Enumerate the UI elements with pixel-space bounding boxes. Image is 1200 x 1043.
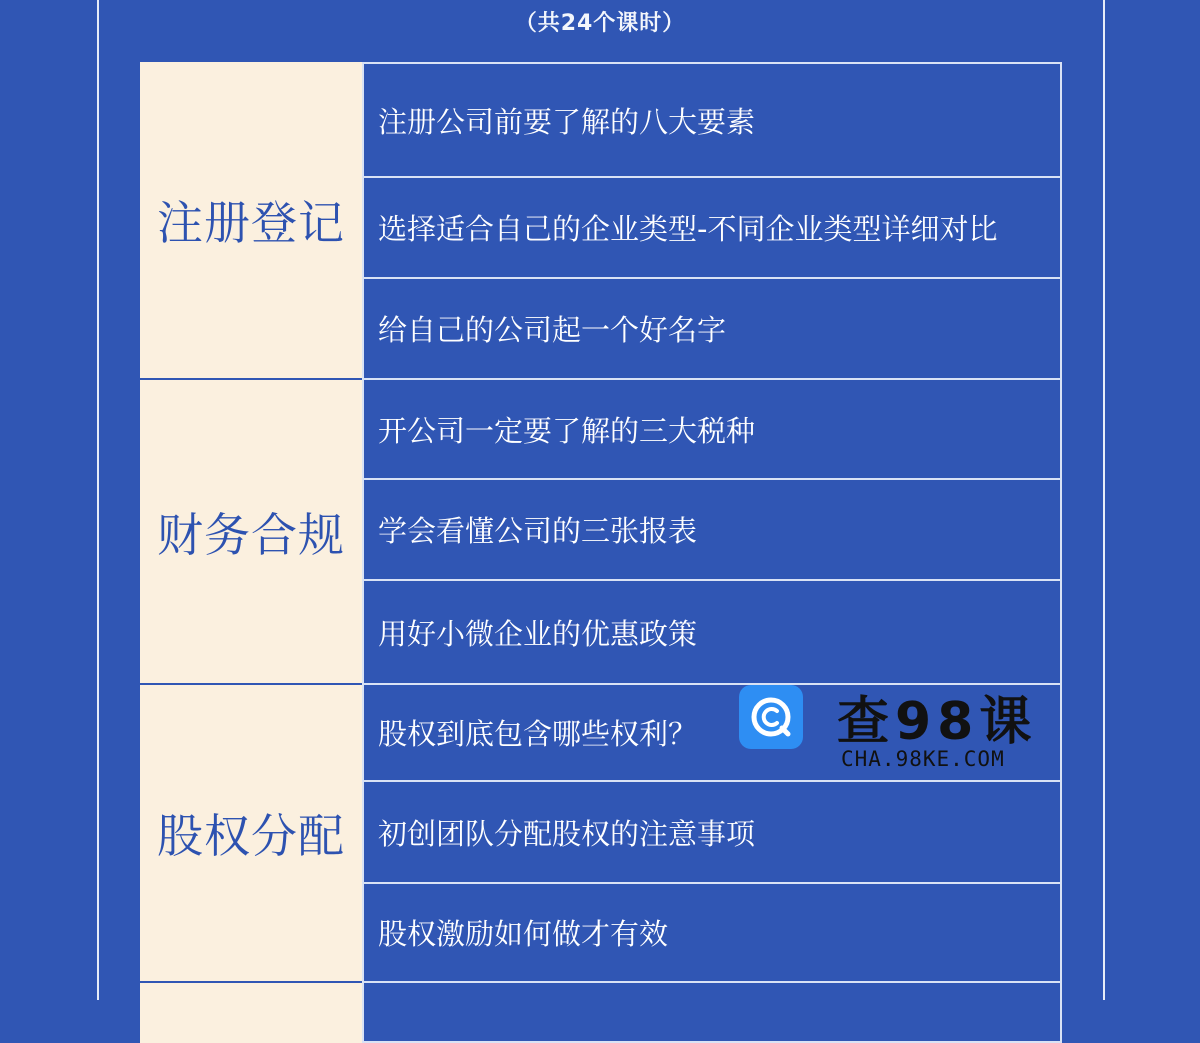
module-title-registration: 注册登记 [140,62,362,380]
watermark-brand: 查98课 [837,692,1038,752]
course-hours-label: （共24个课时） [514,11,686,36]
lesson-row: 股权到底包含哪些权利？ [362,685,1062,782]
module-title-equity: 股权分配 [140,685,362,983]
frame-right-line [1103,0,1105,1000]
lesson-row-next [362,983,1062,1043]
watermark [739,683,1059,779]
watermark-url: CHA.98KE.COM [841,747,1005,771]
lesson-row: 用好小微企业的优惠政策 [362,581,1062,685]
lesson-row: 学会看懂公司的三张报表 [362,480,1062,581]
module-title-finance: 财务合规 [140,380,362,685]
lesson-row: 初创团队分配股权的注意事项 [362,782,1062,884]
c-circle-logo-icon [739,685,803,749]
frame-left-line [97,0,99,1000]
lesson-row: 给自己的公司起一个好名字 [362,279,1062,380]
lesson-row: 选择适合自己的企业类型-不同企业类型详细对比 [362,178,1062,279]
course-outline-table [140,62,1062,1022]
lesson-row: 开公司一定要了解的三大税种 [362,380,1062,480]
lesson-row: 股权激励如何做才有效 [362,884,1062,983]
lesson-row: 注册公司前要了解的八大要素 [362,62,1062,178]
module-title-next [140,983,362,1043]
